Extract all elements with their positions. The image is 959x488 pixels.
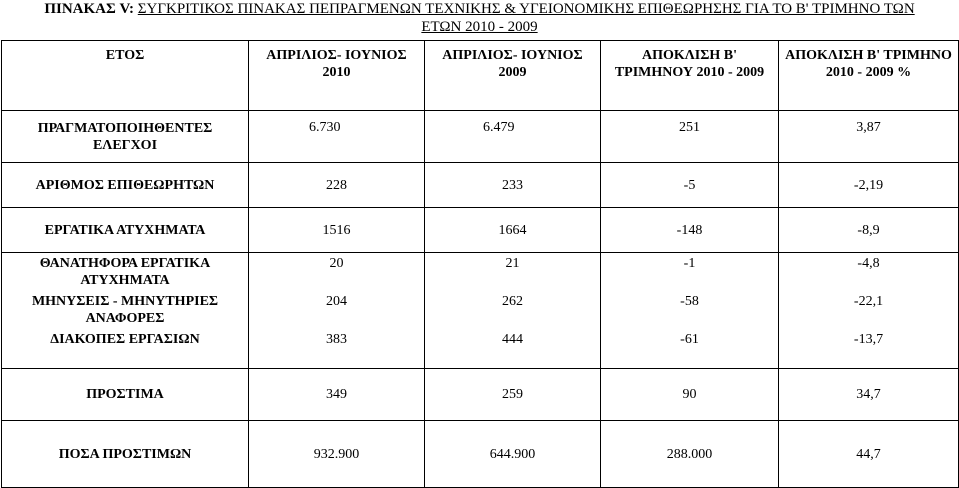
cell-diff: -148 bbox=[601, 208, 779, 253]
comparison-table bbox=[1, 40, 959, 488]
cell-diff: -58 bbox=[601, 293, 779, 331]
cell-pct: -4,8 bbox=[779, 253, 959, 293]
cell-2010: 932.900 bbox=[249, 421, 425, 488]
cell-2009: 262 bbox=[425, 293, 601, 331]
row-label: ΔΙΑΚΟΠΕΣ ΕΡΓΑΣΙΩΝ bbox=[2, 331, 249, 369]
cell-pct: -13,7 bbox=[779, 331, 959, 369]
cell-2009: 6.479 bbox=[425, 111, 601, 163]
title-text: ΣΥΓΚΡΙΤΙΚΟΣ ΠΙΝΑΚΑΣ ΠΕΠΡΑΓΜΕΝΩΝ ΤΕΧΝΙΚΗΣ & ΥΓΕΙΟΝΟΜΙΚΗΣ ΕΠΙΘΕΩΡΗΣΗΣ ΓΙΑ ΤΟ Β' ΤΡΙΜΗΝΟ ΤΩΝ bbox=[137, 1, 915, 17]
cell-2010: 204 bbox=[249, 293, 425, 331]
row-label: ΠΡΟΣΤΙΜΑ bbox=[2, 369, 249, 421]
header-deviation-pct: ΑΠΟΚΛΙΣΗ Β' ΤΡΙΜΗΝΟ 2010 - 2009 % bbox=[779, 41, 959, 111]
cell-2010: 383 bbox=[249, 331, 425, 369]
table-row bbox=[2, 111, 959, 163]
row-label: ΘΑΝΑΤΗΦΟΡΑ ΕΡΓΑΤΙΚΑ ΑΤΥΧΗΜΑΤΑ bbox=[2, 253, 249, 293]
header-deviation: ΑΠΟΚΛΙΣΗ Β' ΤΡΙΜΗΝΟΥ 2010 - 2009 bbox=[601, 41, 779, 111]
row-label: ΠΟΣΑ ΠΡΟΣΤΙΜΩΝ bbox=[2, 421, 249, 488]
table-title bbox=[0, 0, 959, 36]
title-line-2: ΕΤΩΝ 2010 - 2009 bbox=[421, 19, 538, 35]
cell-2010: 349 bbox=[249, 369, 425, 421]
cell-2009: 21 bbox=[425, 253, 601, 293]
table-row bbox=[2, 421, 959, 488]
row-label: ΕΡΓΑΤΙΚΑ ΑΤΥΧΗΜΑΤΑ bbox=[2, 208, 249, 253]
cell-diff: 90 bbox=[601, 369, 779, 421]
header-row bbox=[2, 41, 959, 111]
cell-2009: 444 bbox=[425, 331, 601, 369]
cell-diff: -1 bbox=[601, 253, 779, 293]
title-line-1 bbox=[0, 0, 959, 18]
row-label: ΜΗΝΥΣΕΙΣ - ΜΗΝΥΤΗΡΙΕΣ ΑΝΑΦΟΡΕΣ bbox=[2, 293, 249, 331]
title-prefix: ΠΙΝΑΚΑΣ V: bbox=[44, 1, 138, 17]
row-label: ΠΡΑΓΜΑΤΟΠΟΙΗΘΕΝΤΕΣ ΕΛΕΓΧΟΙ bbox=[2, 111, 249, 163]
table-row bbox=[2, 293, 959, 331]
cell-pct: 34,7 bbox=[779, 369, 959, 421]
cell-pct: -8,9 bbox=[779, 208, 959, 253]
cell-2009: 1664 bbox=[425, 208, 601, 253]
table-row bbox=[2, 253, 959, 293]
cell-2010: 1516 bbox=[249, 208, 425, 253]
table-row bbox=[2, 331, 959, 369]
cell-2010: 20 bbox=[249, 253, 425, 293]
cell-diff: 288.000 bbox=[601, 421, 779, 488]
cell-2009: 259 bbox=[425, 369, 601, 421]
cell-2009: 233 bbox=[425, 163, 601, 208]
table-row bbox=[2, 208, 959, 253]
header-year: ΕΤΟΣ bbox=[2, 41, 249, 111]
header-apr-jun-2010: ΑΠΡΙΛΙΟΣ- ΙΟΥΝΙΟΣ 2010 bbox=[249, 41, 425, 111]
row-label: ΑΡΙΘΜΟΣ ΕΠΙΘΕΩΡΗΤΩΝ bbox=[2, 163, 249, 208]
cell-pct: 3,87 bbox=[779, 111, 959, 163]
cell-2009: 644.900 bbox=[425, 421, 601, 488]
cell-diff: -5 bbox=[601, 163, 779, 208]
table-row bbox=[2, 163, 959, 208]
cell-2010: 228 bbox=[249, 163, 425, 208]
header-apr-jun-2009: ΑΠΡΙΛΙΟΣ- ΙΟΥΝΙΟΣ 2009 bbox=[425, 41, 601, 111]
cell-pct: 44,7 bbox=[779, 421, 959, 488]
cell-diff: -61 bbox=[601, 331, 779, 369]
cell-pct: -22,1 bbox=[779, 293, 959, 331]
cell-pct: -2,19 bbox=[779, 163, 959, 208]
cell-2010: 6.730 bbox=[249, 111, 425, 163]
table-row bbox=[2, 369, 959, 421]
cell-diff: 251 bbox=[601, 111, 779, 163]
